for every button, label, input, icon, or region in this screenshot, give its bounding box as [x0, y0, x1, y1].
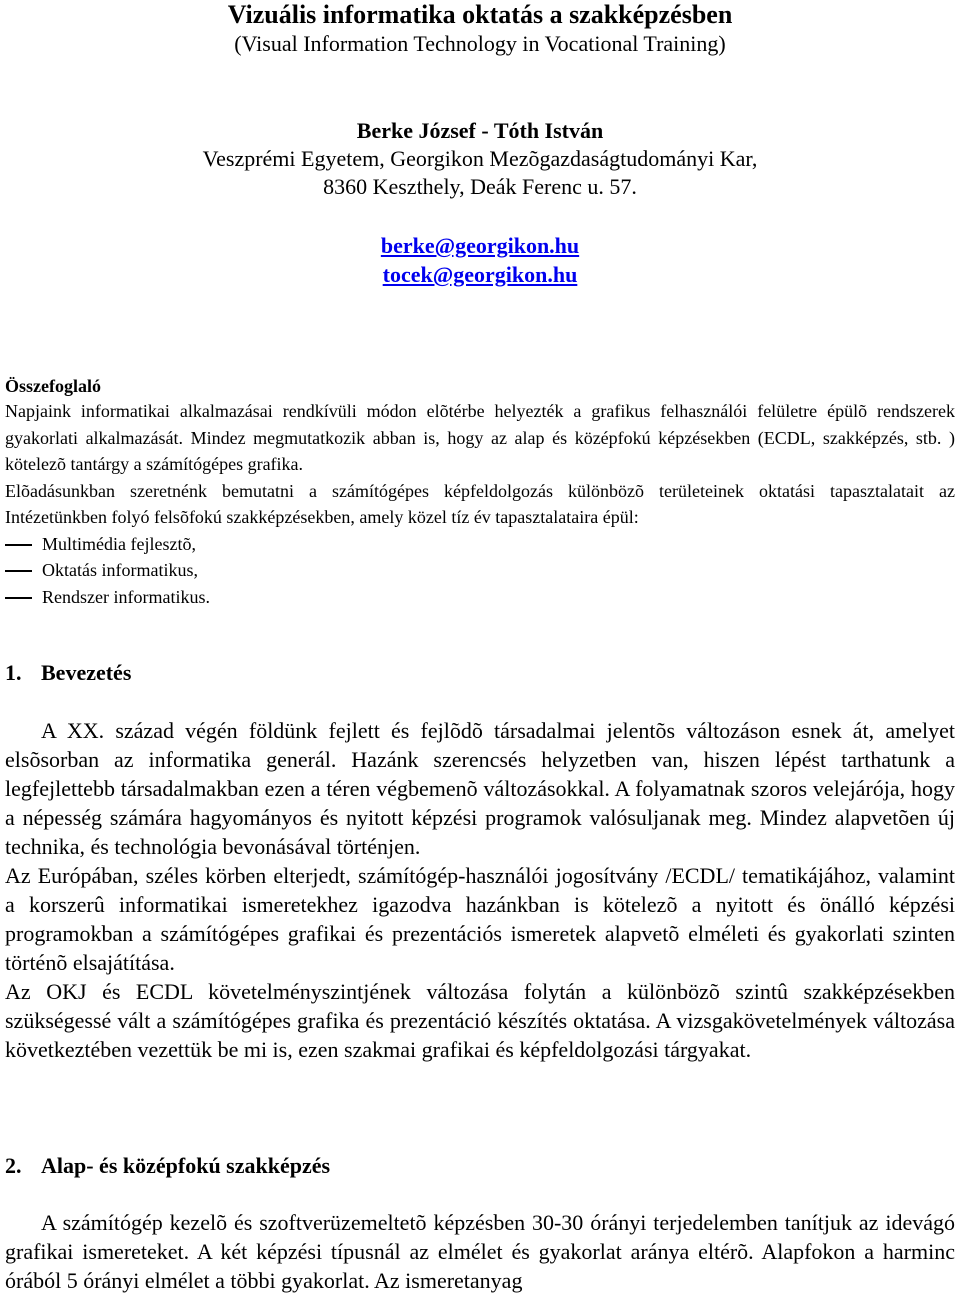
list-item: Rendszer informatikus.	[5, 584, 955, 611]
dash-bullet-icon	[5, 570, 32, 572]
list-item: Multimédia fejlesztõ,	[5, 531, 955, 558]
affiliation-line-1: Veszprémi Egyetem, Georgikon Mezõgazdaságtudományi Kar,	[202, 146, 758, 171]
dash-bullet-icon	[5, 597, 32, 599]
section-1-title: Bevezetés	[41, 660, 132, 685]
section-2-title: Alap- és középfokú szakképzés	[41, 1153, 331, 1178]
section-1-paragraph-3: Az OKJ és ECDL követelményszintjének változása folytán a különbözõ szintû szakképzésekben szükségessé vált a számítógépes grafika és prezentáció készítés oktatása. A vizsgakövetelmények változása következtében vezettük be mi is, ezen szakmai grafikai és képfeldolgozási tárgyakat.	[5, 979, 955, 1062]
section-1-paragraph-2: Az Európában, széles körben elterjedt, számítógép-használói jogosítvány /ECDL/ tematikájához, valamint a korszerû informatikai ismeretekhez igazodva hazánkban is kötelezõ a nyitott és önálló képzési programokban a számítógépes grafikai és prezentációs ismeretek alapvetõ elméleti és gyakorlati szinten történõ elsajátítása.	[5, 863, 955, 975]
email-link-berke[interactable]: berke@georgikon.hu	[380, 233, 580, 258]
abstract-heading: Összefoglaló	[5, 376, 101, 396]
list-item: Oktatás informatikus,	[5, 557, 955, 584]
abstract-body	[5, 398, 955, 610]
abstract-paragraph-1: Napjaink informatikai alkalmazásai rendkívüli módon elõtérbe helyezték a grafikus felhasználói felületre épülõ rendszerek gyakorlati alkalmazását. Mindez megmutatkozik abban is, hogy az alap és középfokú képzésekben (ECDL, szakképzés, stb. ) kötelezõ tantárgy a számítógépes grafika.	[5, 401, 955, 474]
author-names: Berke József - Tóth István	[356, 118, 604, 143]
paper-subtitle: (Visual Information Technology in Vocational Training)	[234, 31, 726, 56]
section-1-paragraph-1: A XX. század végén földünk fejlett és fejlõdõ társadalmai jelentõs változáson esnek át, amelyet elsõsorban az informatika generál. Hazánk szerencsés helyzetben van, hiszen lépést tarthatunk a legfejlettebb társadalmakban ezen a téren végbemenõ változásokkal. A folyamatnak szoros velejárója, hogy a népesség számára hagyományos és nyitott képzési programok valósuljanak meg. Mindez alapvetõen új technika, és technológia bevonásával történjen.	[5, 718, 955, 859]
email-link-tocek[interactable]: tocek@georgikon.hu	[382, 262, 578, 287]
paper-title: Vizuális informatika oktatás a szakképzésben	[227, 0, 733, 29]
section-1-number: 1.	[5, 660, 22, 685]
section-2-paragraph-1: A számítógép kezelõ és szoftverüzemeltetõ képzésben 30-30 órányi terjedelemben tanítjuk az idevágó grafikai ismereteket. A két képzési típusnál az elmélet és gyakorlat aránya eltérõ. Alapfokon a harminc órából 5 órányi elmélet a többi gyakorlat. Az ismeretanyag	[5, 1210, 955, 1293]
section-2-body	[5, 1208, 955, 1295]
section-1-heading	[5, 659, 131, 687]
section-2-heading	[5, 1152, 330, 1180]
abstract-paragraph-2: Elõadásunkban szeretnénk bemutatni a számítógépes képfeldolgozás különbözõ területeinek oktatási tapasztalatait az Intézetünkben folyó felsõfokú szakképzésekben, amely közel tíz év tapasztalataira épül:	[5, 480, 955, 527]
affiliation-line-2: 8360 Keszthely, Deák Ferenc u. 57.	[323, 174, 637, 199]
dash-bullet-icon	[5, 544, 32, 546]
section-2-number: 2.	[5, 1153, 22, 1178]
section-1-body	[5, 716, 955, 1064]
specialization-list	[5, 531, 955, 611]
